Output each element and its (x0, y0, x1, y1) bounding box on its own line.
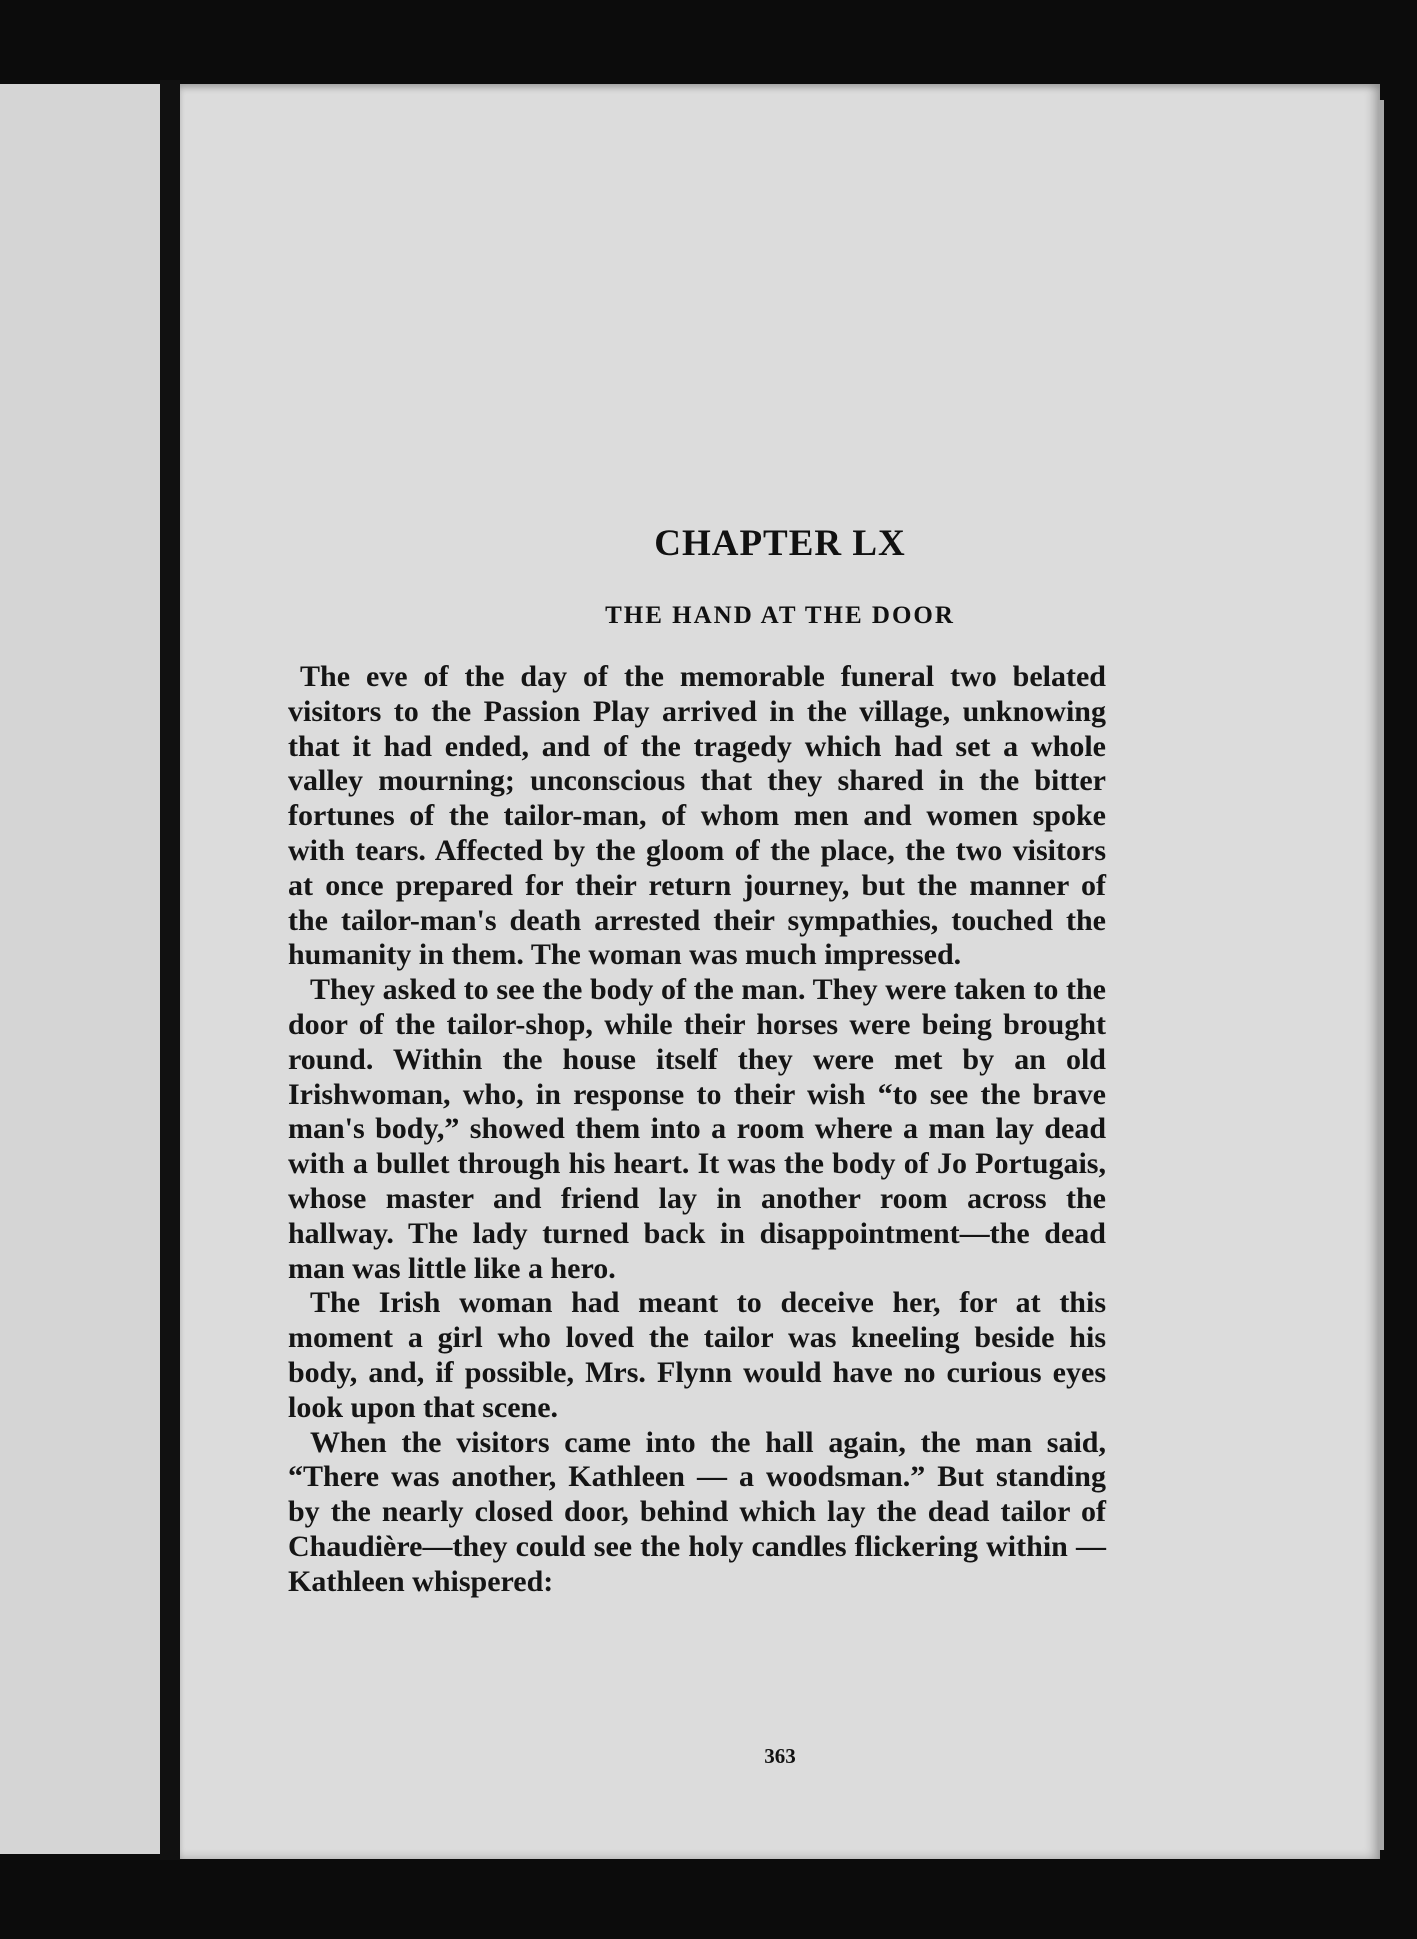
chapter-title: CHAPTER LX (654, 523, 906, 564)
book-page (180, 84, 1380, 1859)
paragraph: The Irish woman had meant to deceive her, for at this moment a girl who loved the tailor was kneeling beside his body, and, if possible, Mrs. Flynn would have no curious eyes look upon that scene. (288, 1286, 1106, 1424)
chapter-subtitle: THE HAND AT THE DOOR (605, 602, 955, 629)
facing-page-edge (0, 84, 160, 1854)
page-edge-shadow (1378, 100, 1384, 1850)
chapter-body (288, 660, 1106, 1600)
paragraph: The eve of the day of the memorable funeral two belated visitors to the Passion Play arrived in the village, unknowing that it had ended, and of the tragedy which had set a whole valley mourning; unconscious that they shared in the bitter fortunes of the tailor-man, of whom men and women spoke with tears. Affected by the gloom of the place, the two visitors at once prepared for their return journey, but the manner of the tailor-man's death arrested their sympathies, touched the humanity in them. The woman was much impressed. (288, 660, 1106, 972)
book-gutter (160, 80, 180, 1860)
page-number: 363 (764, 1744, 796, 1768)
paragraph: When the visitors came into the hall again, the man said, “There was another, Kathleen — a woodsman.” But standing by the nearly closed door, behind which lay the dead tailor of Chaudière—they could see the holy candles flickering within — Kathleen whispered: (288, 1425, 1106, 1598)
paragraph: They asked to see the body of the man. They were taken to the door of the tailor-shop, while their horses were being brought round. Within the house itself they were met by an old Irishwoman, who, in response to their wish “to see the brave man's body,” showed them into a room where a man lay dead with a bullet through his heart. It was the body of Jo Portugais, whose master and friend lay in another room across the hallway. The lady turned back in disappointment—the dead man was little like a hero. (288, 973, 1106, 1285)
